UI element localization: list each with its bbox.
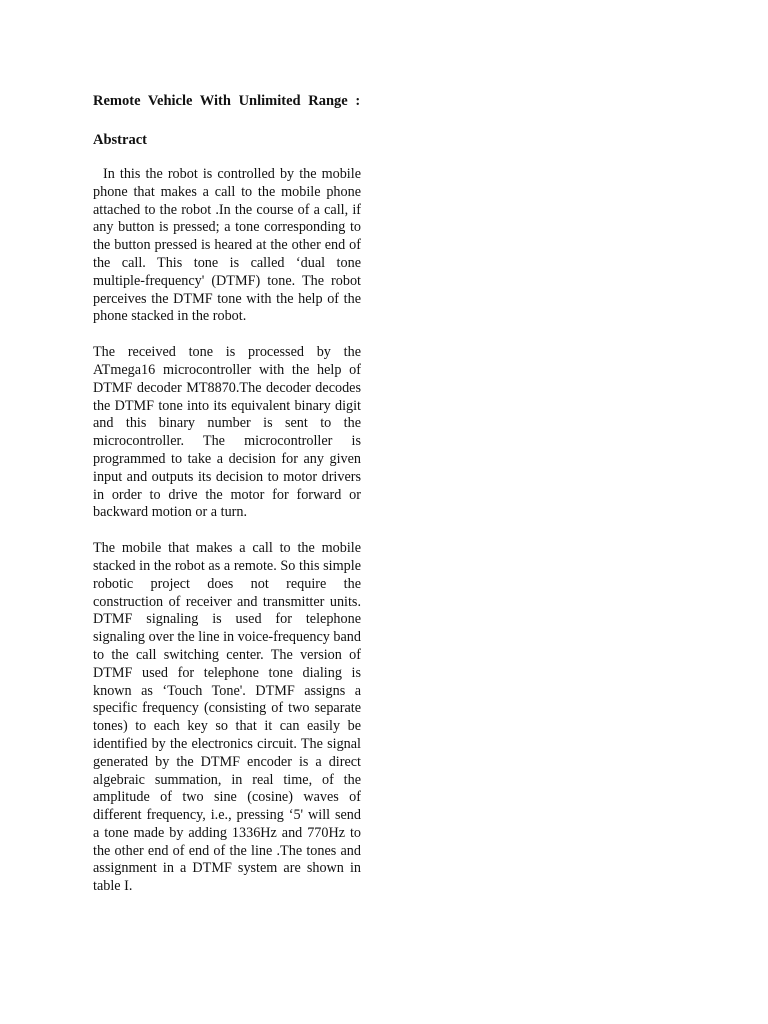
paragraph-1: In this the robot is controlled by the mobile phone that makes a call to the mobile phone attached to the robot .In the course of a call, if any button is pressed; a tone corresponding to the button pressed is heared at the other end of the call. This tone is called ‘dual tone multiple-frequency' (DTMF) tone. The robot perceives the DTMF tone with the help of the phone stacked in the robot. <box>93 166 361 325</box>
paragraph-2: The received tone is processed by the ATmega16 microcontroller with the help of DTMF decoder MT8870.The decoder decodes the DTMF tone into its equivalent binary digit and this binary number is sent to the microcontroller. The microcontroller is programmed to take a decision for any given input and outputs its decision to motor drivers in order to drive the motor for forward or backward motion or a turn. <box>93 344 361 521</box>
paragraph-3: The mobile that makes a call to the mobile stacked in the robot as a remote. So this simple robotic project does not require the construction of receiver and transmitter units. DTMF signaling is used for telephone signaling over the line in voice-frequency band to the call switching center. The version of DTMF used for telephone tone dialing is known as ‘Touch Tone'. DTMF assigns a specific frequency (consisting of two separate tones) to each key so that it can easily be identified by the electronics circuit. The signal generated by the DTMF encoder is a direct algebraic summation, in real time, of the amplitude of two sine (cosine) waves of different frequency, i.e., pressing ‘5' will send a tone made by adding 1336Hz and 770Hz to the other end of end of the line .The tones and assignment in a DTMF system are shown in table I. <box>93 540 361 895</box>
document-title: Remote Vehicle With Unlimited Range : <box>93 93 361 109</box>
abstract-heading: Abstract <box>93 132 147 148</box>
document-page <box>93 91 361 896</box>
